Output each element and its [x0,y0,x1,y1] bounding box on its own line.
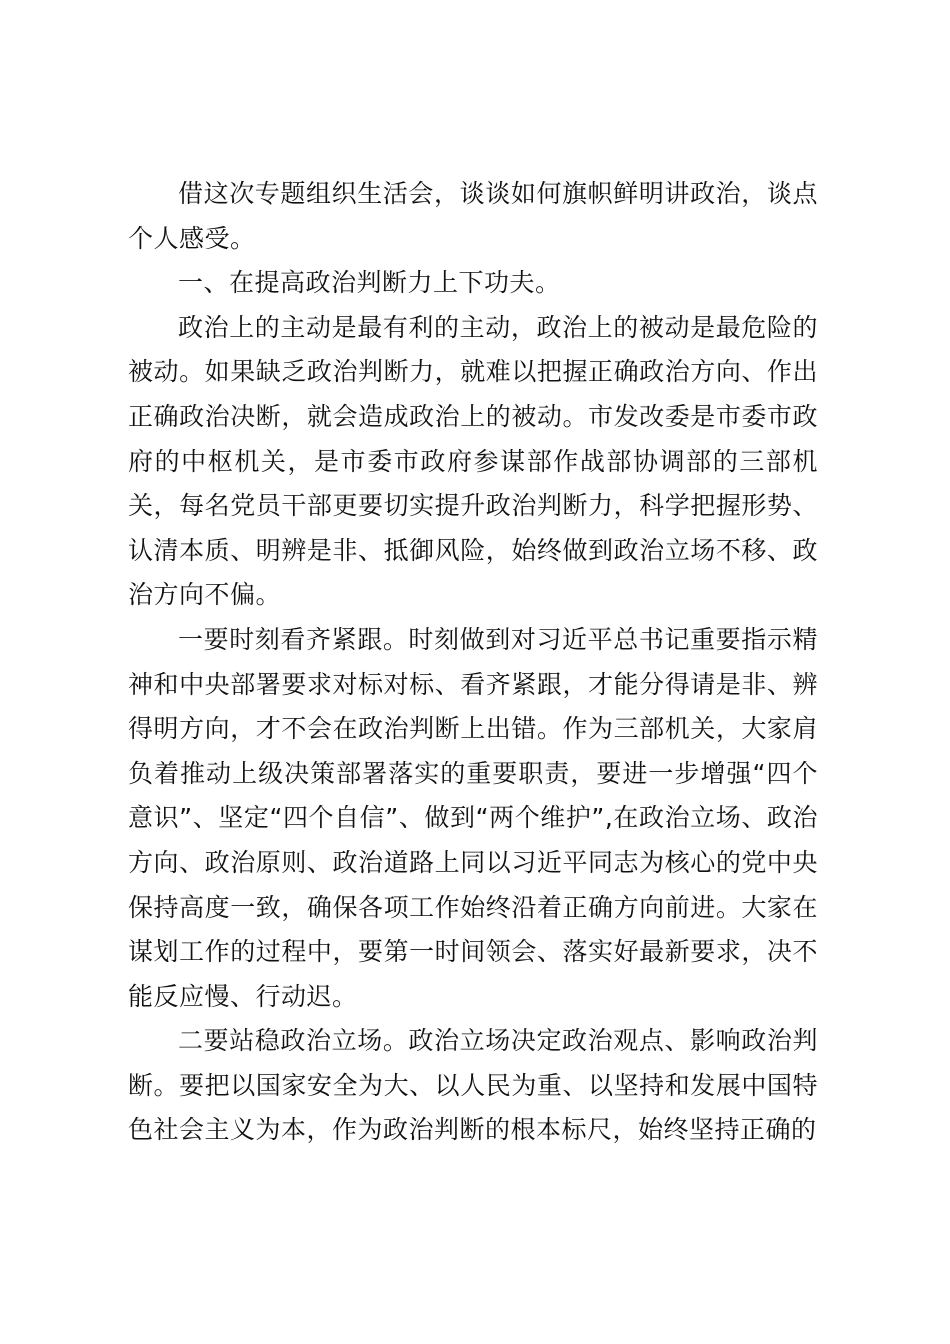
paragraph-keep-aligned: 一要时刻看齐紧跟。时刻做到对习近平总书记重要指示精神和中央部署要求对标对标、看齐紧跟，才能分得请是非、辨得明方向，才不会在政治判断上出错。作为三部机关，大家肩负着推动上级决策部署落实的重要职责，要进一步增强“四个意识”、坚定“四个自信”、做到“两个维护”,在政治立场、政治方向、政治原则、政治道路上同以习近平同志为核心的党中央保持高度一致，确保各项工作始终沿着正确方向前进。大家在谋划工作的过程中，要第一时间领会、落实好最新要求，决不能反应慢、行动迟。 [128,624,818,1011]
document-body [128,172,818,1153]
paragraph-intro: 借这次专题组织生活会，谈谈如何旗帜鲜明讲政治，谈点个人感受。 [128,179,818,253]
paragraph-political-initiative: 政治上的主动是最有利的主动，政治上的被动是最危险的被动。如果缺乏政治判断力，就难以把握正确政治方向、作出正确政治决断，就会造成政治上的被动。市发改委是市委市政府的中枢机关，是市委市政府参谋部作战部协调部的三部机关，每名党员干部更要切实提升政治判断力，科学把握形势、认清本质、明辨是非、抵御风险，始终做到政治立场不移、政治方向不偏。 [128,312,818,610]
section-heading: 一、在提高政治判断力上下功夫。 [178,268,561,298]
paragraph-political-stance: 二要站稳政治立场。政治立场决定政治观点、影响政治判断。要把以国家安全为大、以人民为重、以坚持和发展中国特色社会主义为本，作为政治判断的根本标尺，始终坚持正确的 [128,1026,818,1145]
